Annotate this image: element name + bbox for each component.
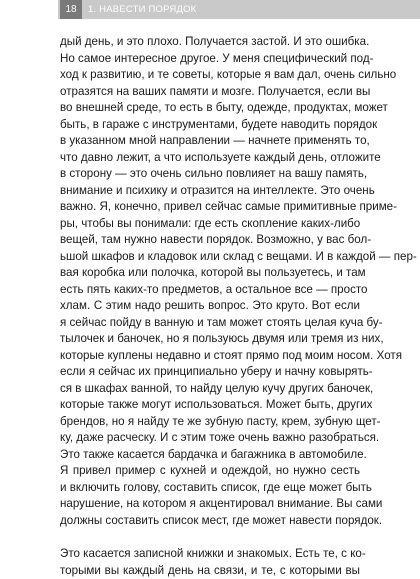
text-line: ход к развитию, и те советы, которые я вам дал, очень сильно bbox=[60, 67, 360, 84]
paragraph-1 bbox=[60, 34, 360, 529]
text-line: в сторону — это очень сильно повлияет на вашу память, bbox=[60, 166, 360, 183]
page-number: 18 bbox=[60, 0, 82, 19]
text-line: хлам. С этим надо решить вопрос. Это круто. Вот если bbox=[60, 298, 360, 315]
text-line: ьшой шкафов и кладовок или склад с вещами. И в каждой — пер- bbox=[60, 249, 360, 266]
text-line: есть пять каких-то предметов, а остальное все — просто bbox=[60, 282, 360, 299]
text-line: Это касается записной книжки и знакомых. Есть те, с ко- bbox=[60, 546, 360, 563]
text-line: вещей, там нужно навести порядок. Возможно, у вас бол- bbox=[60, 232, 360, 249]
text-line: нарушение, на котором я акцентировал внимание. Вы сами bbox=[60, 496, 360, 513]
text-line: Но самое интересное другое. У меня специфический под- bbox=[60, 51, 360, 68]
text-line: быть, в гараже с инструментами, будете наводить порядок bbox=[60, 117, 360, 134]
text-line: ры, чтобы вы понимали: где есть скопление каких-либо bbox=[60, 216, 360, 233]
text-line: ку, даже расческу. И с этим тоже очень важно разобраться. bbox=[60, 430, 360, 447]
text-line: которые также могут использоваться. Может быть, других bbox=[60, 397, 360, 414]
body-text bbox=[60, 34, 360, 579]
text-line: отразятся на ваших памяти и мозге. Получается, если вы bbox=[60, 84, 360, 101]
text-line: брендов, но я найду те же зубную пасту, крем, зубную щет- bbox=[60, 414, 360, 431]
paragraph-2 bbox=[60, 546, 360, 579]
text-line: что давно лежит, а что используете каждый день, отложите bbox=[60, 150, 360, 167]
text-line: если я сейчас их принципиально уберу и начну ковырять- bbox=[60, 364, 360, 381]
text-line: важно. Я, конечно, привел сейчас самые примитивные приме- bbox=[60, 199, 360, 216]
text-line: Я привел пример с кухней и одеждой, но нужно сесть bbox=[60, 463, 360, 480]
text-line: дый день, и это плохо. Получается застой. И это ошибка. bbox=[60, 34, 360, 51]
text-line: и включить голову, составить список, где еще может быть bbox=[60, 480, 360, 497]
text-line: вая коробка или полочка, которой вы пользуетесь, и там bbox=[60, 265, 360, 282]
text-line: торыми вы каждый день на связи, и те, с которыми вы bbox=[60, 563, 360, 579]
text-line: должны составить список мест, где может навести порядок. bbox=[60, 513, 360, 530]
text-line: в указанном мной направлении — начнете применять то, bbox=[60, 133, 360, 150]
text-line: ся в шкафах ванной, то найду целую кучу других баночек, bbox=[60, 381, 360, 398]
text-line: Это также касается бардачка и багажника в автомобиле. bbox=[60, 447, 360, 464]
text-line: внимание и психику и отразится на интеллекте. Это очень bbox=[60, 183, 360, 200]
text-line: тылочек и баночек, но я пользуюсь двумя или тремя из них, bbox=[60, 331, 360, 348]
text-line: я сейчас пойду в ванную и там может стоять целая куча бу- bbox=[60, 315, 360, 332]
text-line: которые куплены недавно и стоят прямо под моим носом. Хотя bbox=[60, 348, 360, 365]
text-line: во внешней среде, то есть в быту, одежде, продуктах, может bbox=[60, 100, 360, 117]
paragraph-gap bbox=[60, 529, 360, 546]
chapter-title: 1. НАВЕСТИ ПОРЯДОК bbox=[88, 0, 196, 19]
